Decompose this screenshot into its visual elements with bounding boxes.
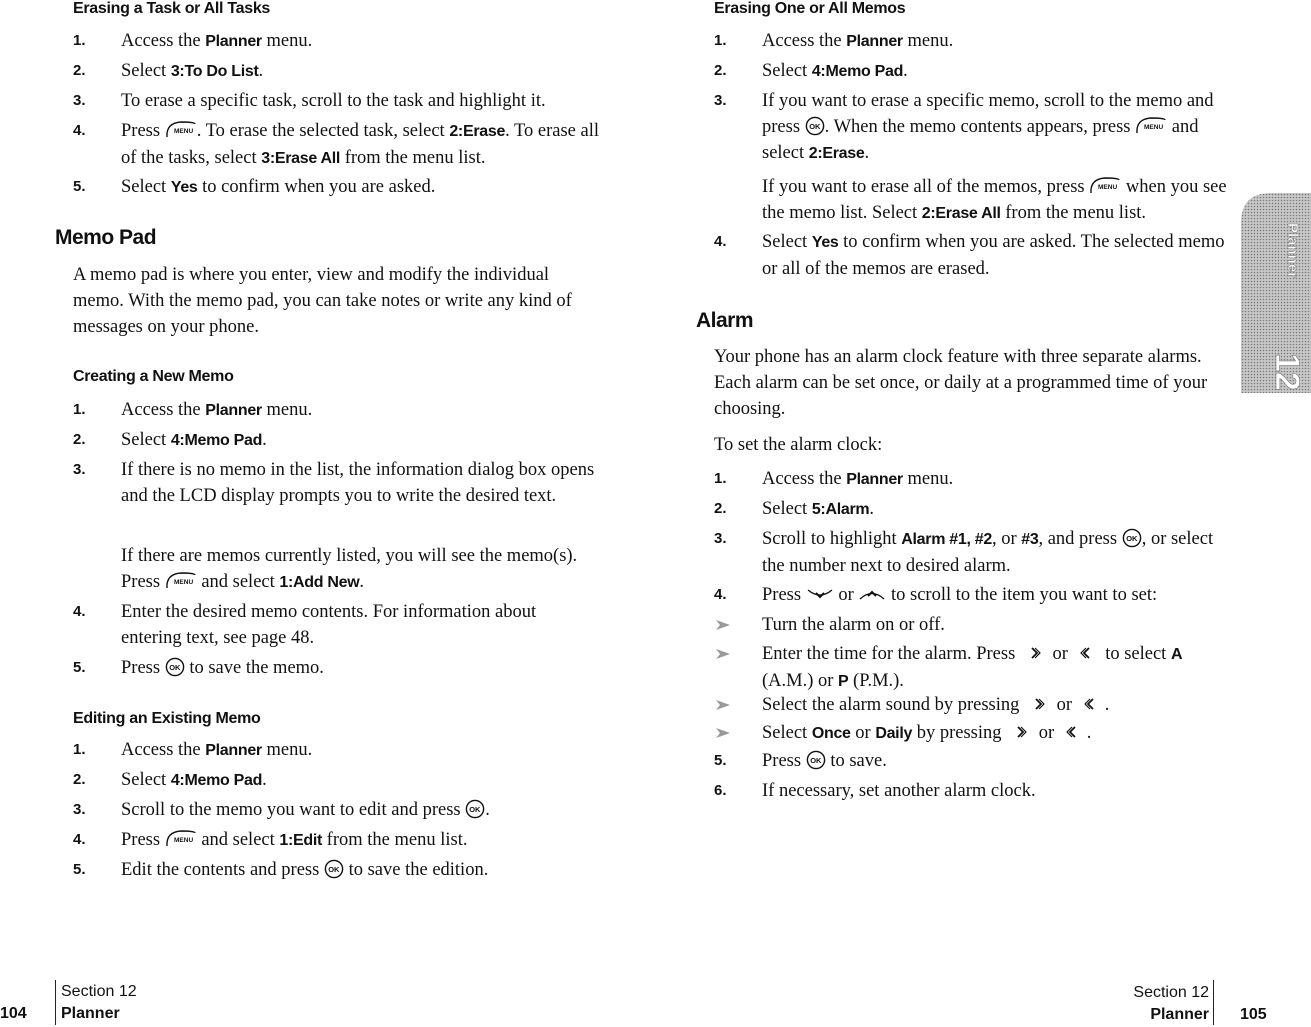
arrow-bullet-icon — [714, 698, 734, 712]
step-number: 1. — [714, 470, 727, 487]
step-number: 3. — [714, 92, 727, 109]
step-number: 1. — [73, 32, 86, 49]
side-tab-number: 12 — [1268, 353, 1306, 391]
step-number: 4. — [73, 603, 86, 620]
step-number: 2. — [73, 431, 86, 448]
alarm-heading: Alarm — [696, 309, 754, 332]
create-memo-heading: Creating a New Memo — [73, 368, 234, 385]
step-number: 5. — [714, 752, 727, 769]
step-number: 5. — [73, 178, 86, 195]
left-section-label: Section 12 — [61, 983, 137, 1000]
step-number: 2. — [714, 62, 727, 79]
erase-memo-heading: Erasing One or All Memos — [714, 0, 906, 17]
ok-key-icon — [465, 799, 485, 819]
step-number: 4. — [73, 122, 86, 139]
step-number: 4. — [714, 233, 727, 250]
step-number: 3. — [73, 801, 86, 818]
step-number: 4. — [73, 831, 86, 848]
erase-task-heading: Erasing a Task or All Tasks — [73, 0, 271, 17]
step-number: 3. — [73, 92, 86, 109]
edit-memo-heading: Editing an Existing Memo — [73, 710, 261, 727]
ok-key-icon — [165, 657, 185, 677]
step-number: 6. — [714, 782, 727, 799]
step-number: 1. — [73, 741, 86, 758]
step-number: 3. — [714, 530, 727, 547]
right-page-number: 105 — [1240, 1006, 1267, 1023]
right-footer — [1100, 980, 1311, 1027]
alarm-intro: Your phone has an alarm clock feature with three separate alarms. Each alarm can be set once, or daily at a programmed time of your choosing. — [714, 347, 1208, 419]
ok-key-icon — [324, 859, 344, 879]
step-number: 1. — [714, 32, 727, 49]
nav-right-icon — [1024, 696, 1052, 712]
step-number: 4. — [714, 586, 727, 603]
footer-divider — [55, 980, 56, 1025]
right-section-label: Section 12 — [1133, 984, 1209, 1001]
menu-key-icon — [1089, 176, 1121, 196]
ok-key-icon — [805, 116, 825, 136]
left-section-title: Planner — [61, 1005, 120, 1022]
menu-key-icon — [165, 829, 197, 849]
nav-left-icon — [1073, 645, 1101, 661]
step-number: 1. — [73, 401, 86, 418]
nav-left-icon — [1059, 724, 1087, 740]
menu-key-icon — [165, 120, 197, 140]
side-tab-label: Planner — [1284, 223, 1301, 279]
right-section-title: Planner — [1150, 1006, 1209, 1023]
alarm-lead: To set the alarm clock: — [714, 435, 883, 455]
arrow-bullet-icon — [714, 647, 734, 661]
step-number: 5. — [73, 861, 86, 878]
nav-up-icon — [858, 586, 886, 602]
footer-divider — [1213, 980, 1214, 1025]
memo-pad-intro: A memo pad is where you enter, view and modify the individual memo. With the memo pad, you can take notes or write any kind of messages on your phone. — [73, 265, 572, 337]
nav-right-icon — [1020, 645, 1048, 661]
nav-left-icon — [1077, 696, 1105, 712]
menu-key-icon — [165, 571, 197, 591]
ok-key-icon — [806, 750, 826, 770]
step-number: 5. — [73, 659, 86, 676]
memo-pad-heading: Memo Pad — [55, 226, 157, 249]
section-side-tab — [1241, 193, 1311, 393]
menu-key-icon — [1135, 116, 1167, 136]
arrow-bullet-icon — [714, 726, 734, 740]
ok-key-icon — [1122, 528, 1142, 548]
left-page-number: 104 — [0, 1005, 27, 1022]
nav-right-icon — [1006, 724, 1034, 740]
nav-down-icon — [806, 586, 834, 602]
step-number: 2. — [714, 500, 727, 517]
step-number: 2. — [73, 62, 86, 79]
side-tab-graphic — [1241, 193, 1311, 393]
arrow-bullet-icon — [714, 618, 734, 632]
step-number: 3. — [73, 461, 86, 478]
step-number: 2. — [73, 771, 86, 788]
